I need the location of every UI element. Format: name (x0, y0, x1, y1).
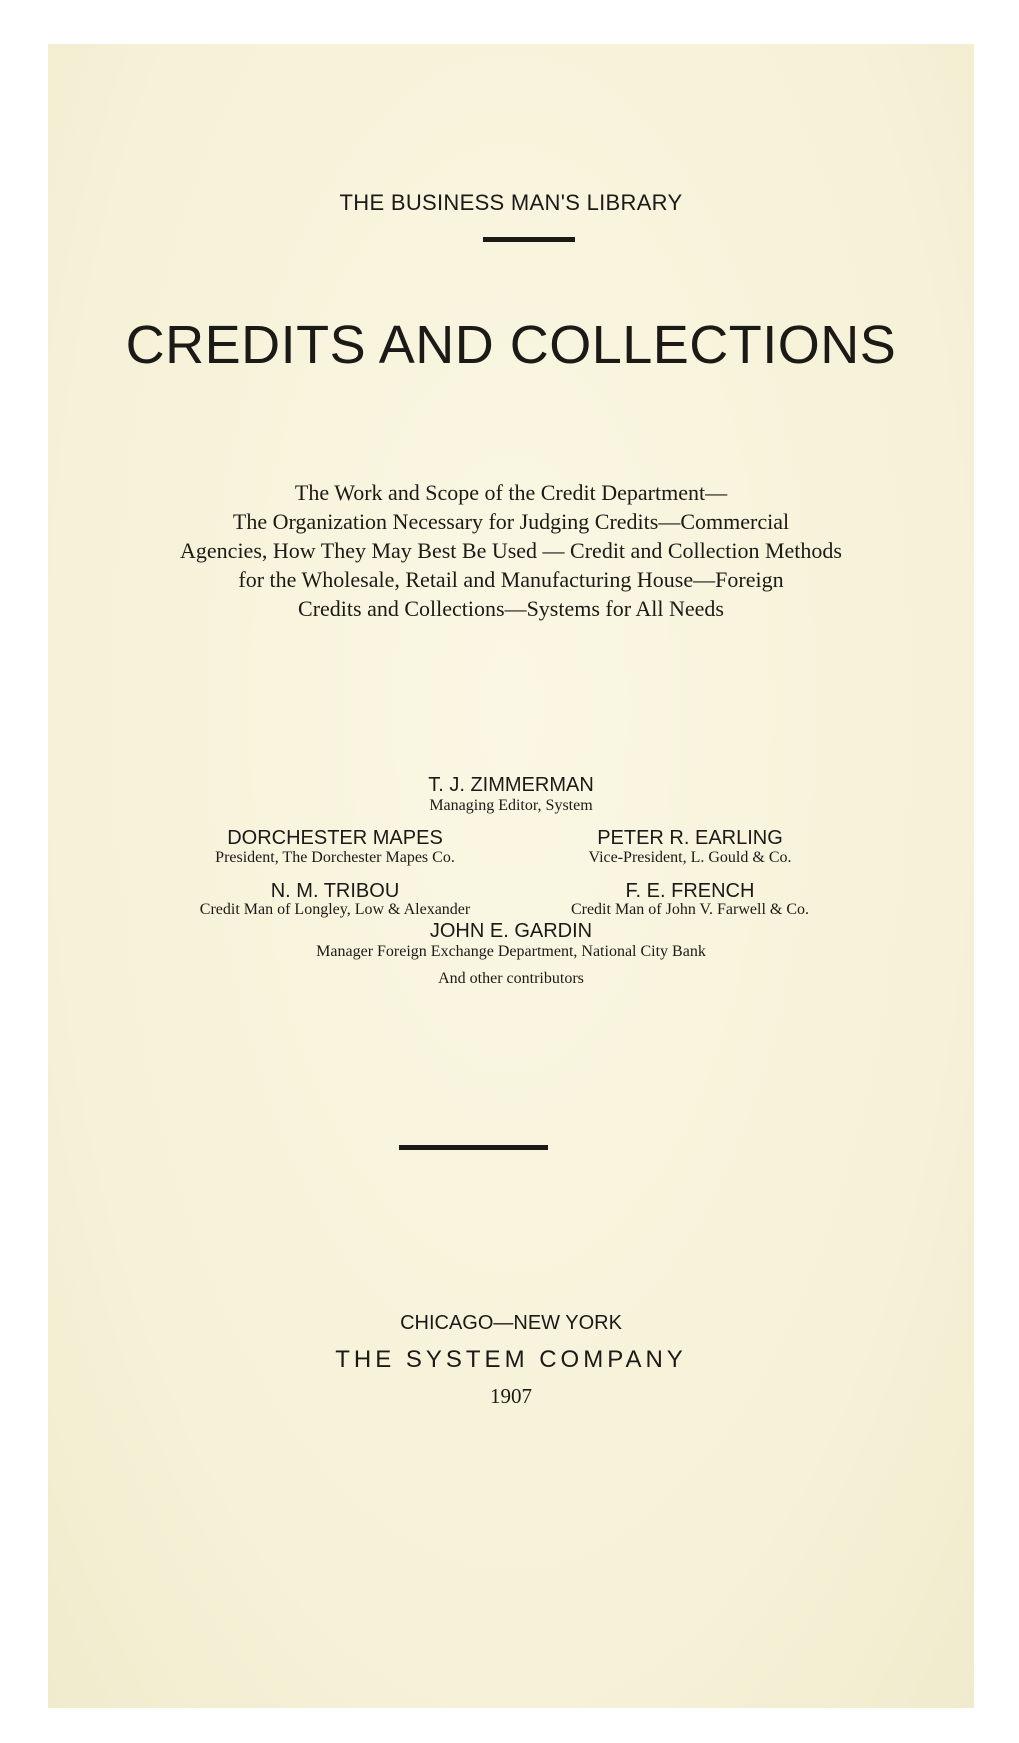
subtitle-line: Agencies, How They May Best Be Used — Credit and Collection Methods (180, 538, 842, 563)
bottom-divider (399, 1145, 548, 1150)
contributor-role: President, The Dorchester Mapes Co. (215, 849, 455, 866)
contributor-role: Manager Foreign Exchange Department, National City Bank (316, 943, 706, 960)
imprint-cities: CHICAGO—NEW YORK (400, 1312, 622, 1334)
subtitle-line: for the Wholesale, Retail and Manufacturing House—Foreign (238, 567, 784, 592)
contributor-name: N. M. TRIBOU (270, 880, 400, 902)
other-contributors: And other contributors (438, 970, 584, 987)
title-page (48, 44, 974, 1708)
imprint-publisher: THE SYSTEM COMPANY (335, 1346, 687, 1373)
contributor-name: DORCHESTER MAPES (227, 827, 443, 849)
series-title: THE BUSINESS MAN'S LIBRARY (339, 190, 683, 215)
contributor-name: JOHN E. GARDIN (429, 920, 593, 942)
contributor-role: Vice-President, L. Gould & Co. (588, 849, 792, 866)
editor-role: Managing Editor, System (429, 797, 593, 814)
subtitle-line: The Organization Necessary for Judging Credits—Commercial (232, 509, 790, 534)
top-divider (483, 237, 575, 242)
contributor-name: PETER R. EARLING (597, 827, 783, 849)
subtitle-line: The Work and Scope of the Credit Department— (294, 480, 728, 505)
contributor-name: F. E. FRENCH (625, 880, 755, 902)
editor-name: T. J. ZIMMERMAN (428, 774, 594, 796)
subtitle-line: Credits and Collections—Systems for All Needs (298, 596, 724, 621)
imprint-year: 1907 (490, 1384, 532, 1408)
book-title: CREDITS AND COLLECTIONS (125, 315, 897, 375)
contributor-role: Credit Man of John V. Farwell & Co. (570, 901, 810, 918)
contributor-role: Credit Man of Longley, Low & Alexander (199, 901, 471, 918)
